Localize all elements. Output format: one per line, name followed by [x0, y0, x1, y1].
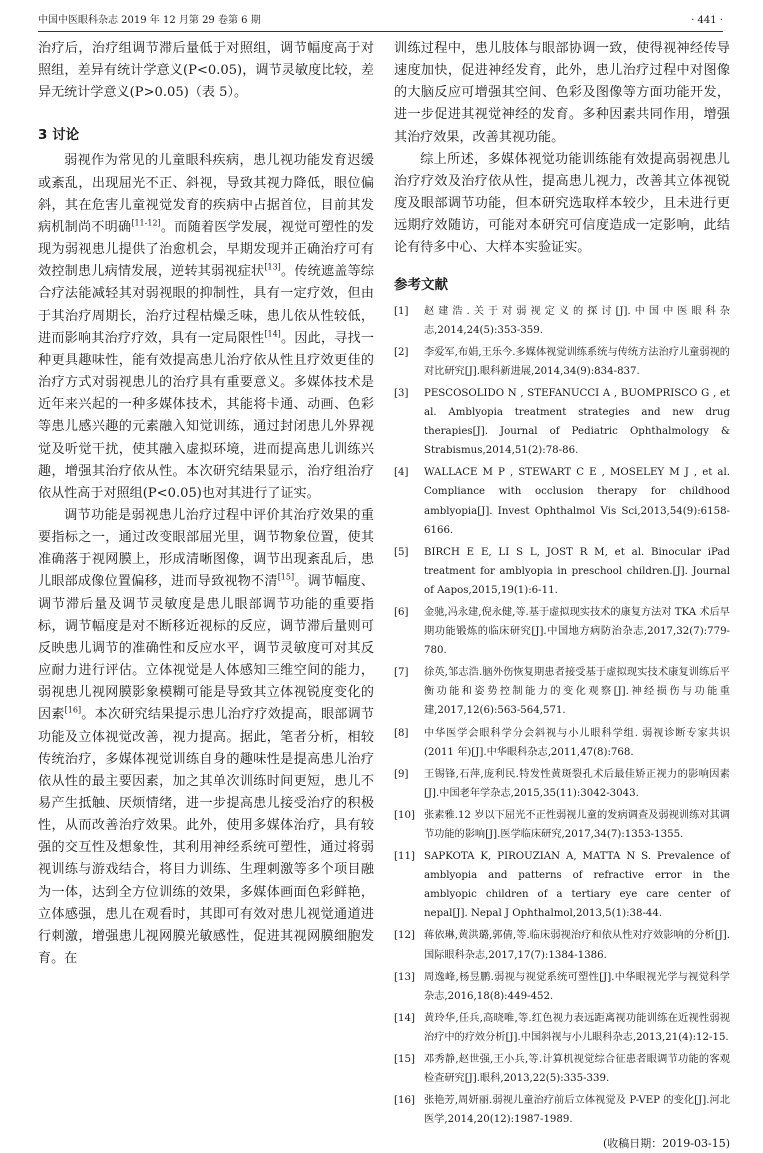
discussion-continuation: 训练过程中，患儿肢体与眼部协调一致，使得视神经传导速度加快，促进神经发育，此外，患儿治疗过程中对图像的大脑反应可增强其空间、色彩及图像等方面功能开发，进一步促进其视觉神经的发育。多种因素共同作用，增强其治疗效果，改善其视功能。 [394, 41, 730, 145]
reference-text: 李爱军,布娟,王乐今.多媒体视觉训练系统与传统方法治疗儿童弱视的对比研究[J].眼科新进展,2014,34(9):834-837. [424, 346, 730, 377]
journal-issue-line: 中国中医眼科杂志 2019 年 12 月第 29 卷第 6 期 [38, 15, 261, 26]
text-run: 调节功能是弱视患儿治疗过程中评价其治疗效果的重要指标之一，通过改变眼部屈光里，调节物象位置，使其准确落于视网膜上，形成清晰图像，调节出现紊乱后，患儿眼部成像位置偏移，进而导致视物不清 [38, 507, 374, 590]
reference-text: PESCOSOLIDO N , STEFANUCCI A , BUOMPRISCO G , et al. Amblyopia treatment strategies and new drug therapies[J]. Journal of Pediatric Ophthalmology & Strabismus,2014,51(2):78-86. [424, 387, 730, 457]
reference-item [394, 603, 730, 660]
citation-marker: [13] [264, 262, 281, 272]
section-heading-discussion: 3 讨论 [38, 127, 80, 144]
reference-item [394, 724, 730, 762]
right-column [394, 38, 730, 1153]
reference-item [394, 1091, 730, 1129]
reference-item [394, 543, 730, 600]
reference-text: 张素雅.12 岁以下屈光不正性弱视儿童的发病调查及弱视训练对其调节功能的影响[J].医学临床研究,2017,34(7):1353-1355. [424, 809, 730, 840]
running-header [38, 12, 723, 30]
page-number: · 441 · [691, 15, 723, 26]
text-run: 。调节幅度、调节滞后量及调节灵敏度是患儿眼部调节功能的重要指标，调节幅度是对不断移近视标的反应，调节滞后量则可反映患儿调节的准确性和反应水平，调节灵敏度可对其反应耐力进行评估。立体视觉是人体感知三维空间的能力，弱视患儿视网膜影象模糊可能是导致其立体视锐度变化的因素 [38, 574, 375, 723]
reference-item [394, 1009, 730, 1047]
reference-item [394, 384, 730, 460]
citation-marker: [16] [64, 706, 82, 716]
reference-text: 蒋依琳,黄洪璐,郭倩,等.临床弱视治疗和依从性对疗效影响的分析[J].国际眼科杂志,2017,17(7):1384-1386. [424, 930, 730, 961]
reference-item [394, 806, 730, 844]
reference-number: [5] [394, 546, 409, 558]
reference-text: 王锡锋,石萍,庞利民.特发性黄斑裂孔术后最佳矫正视力的影响因素[J].中国老年学杂志,2015,35(11):3042-3043. [424, 768, 730, 799]
reference-item [394, 1050, 730, 1088]
reference-item [394, 302, 730, 340]
reference-text: 黄玲华,任兵,高晓唯,等.红色视力表远距离视功能训练在近视性弱视治疗中的疗效分析[J].中国斜视与小儿眼科杂志,2013,21(4):12-15. [424, 1012, 730, 1043]
citation-marker: [11-12] [131, 218, 161, 228]
discussion-paragraph-1 [38, 150, 374, 505]
results-paragraph: 治疗后，治疗组调节滞后量低于对照组，调节幅度高于对照组，差异有统计学意义(P<0.05)，调节灵敏度比较，差异无统计学意义(P>0.05)（表 5）。 [38, 41, 374, 101]
conclusion-paragraph: 综上所述，多媒体视觉功能训练能有效提高弱视患儿治疗疗效及治疗依从性，提高患儿视力，改善其立体视锐度及眼部调节功能，但本研究选取样本较少，且未进行更远期疗效随访，可能对本研究可信度造成一定影响，此结论有待多中心、大样本实验证实。 [394, 151, 730, 256]
reference-number: [7] [394, 667, 409, 679]
reference-number: [2] [394, 346, 409, 358]
reference-number: [10] [394, 809, 415, 821]
reference-number: [11] [394, 851, 415, 863]
text-run: 。因此，寻找一种更具趣味性，能有效提高患儿治疗依从性且疗效更佳的治疗方式对弱视患儿的治疗具有重要意义。多媒体技术是近年来兴起的一种多媒体技术，其能将卡通、动画、色彩等患儿感兴趣的元素融入知觉训练，通过封闭患儿外界视觉及听觉干扰，使其融入虚拟环境，进而提高患儿训练兴趣，增强其治疗依从性。本次研究结果显示，治疗组治疗依从性高于对照组(P<0.05)也对其进行了证实。 [38, 330, 375, 501]
reference-number: [1] [394, 305, 409, 317]
reference-text: 张艳芳,周妍丽.弱视儿童治疗前后立体视觉及 P-VEP 的变化[J].河北医学,2014,20(12):1987-1989. [424, 1095, 730, 1126]
reference-text: 中华医学会眼科学分会斜视与小儿眼科学组. 弱视诊断专家共识(2011 年)[J].中华眼科杂志,2011,47(8):768. [424, 727, 730, 758]
reference-number: [13] [394, 971, 415, 983]
reference-item [394, 343, 730, 381]
reference-number: [12] [394, 930, 415, 942]
reference-text: BIRCH E E, LI S L, JOST R M, et al. Binocular iPad treatment for amblyopia in preschool children.[J]. Journal of Aapos,2015,19(1):6-11. [424, 546, 730, 596]
reference-text: 赵建浩.关于对弱视定义的探讨[J].中国中医眼科杂志,2014,24(5):353-359. [424, 305, 730, 336]
reference-text: 邓秀静,赵世强,王小兵,等.计算机视觉综合征患者眼调节功能的客观检查研究[J].眼科,2013,22(5):335-339. [424, 1054, 730, 1085]
reference-number: [9] [394, 768, 409, 780]
citation-marker: [14] [264, 329, 281, 339]
text-run: 。而随着医学发展，视觉可塑性的发现为弱视患儿提供了治愈机会，早期发现并正确治疗可有效控制患儿病情发展，逆转其弱视症状 [38, 219, 375, 280]
reference-number: [3] [394, 387, 409, 399]
reference-number: [8] [394, 727, 409, 739]
reference-text: 金驰,冯永建,倪永健,等.基于虚拟现实技术的康复方法对 TKA 术后早期功能锻炼的临床研究[J].中国地方病防治杂志,2017,32(7):779-780. [424, 606, 730, 657]
reference-item [394, 968, 730, 1006]
reference-list [394, 302, 730, 1130]
text-run: 。本次研究结果提示患儿治疗疗效提高，眼部调节功能及立体视觉改善，视力提高。据此，笔者分析，相较传统治疗，多媒体视觉训练自身的趣味性是提高患儿治疗依从性的最主要因素，加之其单次训练时间更短，患儿不易产生抵触、厌烦情绪，进一步提高患儿接受治疗的积极性，从而改善治疗效果。此外，使用多媒体治疗，具有较强的交互性及想象性，其利用神经系统可塑性，通过将弱视训练与游戏结合，将目力训练、生理刺激等多个项目融为一体，达到全方位训练的效果，多媒体画面色彩鲜艳，立体感强，患儿在观看时，其即可有效对患儿视觉通道进行刺激，增强患儿视网膜光敏感性，促进其视网膜细胞发育。在 [38, 707, 375, 967]
left-column [38, 38, 374, 970]
reference-item [394, 926, 730, 964]
references-heading: 参考文献 [394, 276, 448, 293]
reference-text: SAPKOTA K, PIROUZIAN A, MATTA N S. Prevalence of amblyopia and patterns of refractive error in the amblyopic children of a tertiary eye care center of nepal[J]. Nepal J Ophthalmol,2013,5(1):38-44. [424, 851, 730, 920]
reference-number: [16] [394, 1095, 415, 1107]
reference-text: WALLACE M P , STEWART C E , MOSELEY M J , et al. Compliance with occlusion therapy for childhood amblyopia[J]. Invest Ophthalmol Vis Sci,2013,54(9):6158-6166. [424, 467, 730, 536]
discussion-paragraph-2 [38, 505, 374, 970]
reference-item [394, 765, 730, 803]
reference-number: [14] [394, 1012, 415, 1024]
reference-text: 徐英,邹志浩.脑外伤恢复期患者接受基于虚拟现实技术康复训练后平衡功能和姿势控制能力的变化观察[J].神经损伤与功能重建,2017,12(6):563-564,571. [424, 667, 730, 717]
header-rule [38, 31, 723, 32]
citation-marker: [15] [277, 573, 295, 583]
reference-text: 周逸峰,杨昱鹏.弱视与视觉系统可塑性[J].中华眼视光学与视觉科学杂志,2016,18(8):449-452. [424, 971, 730, 1002]
text-run: 。传统遮盖等综合疗法能减轻其对弱视眼的抑制性，具有一定疗效，但由于其治疗周期长，治疗过程枯燥乏味，患儿依从性较低，进而影响其治疗疗效，具有一定局限性 [38, 264, 375, 346]
reference-number: [4] [394, 467, 409, 479]
reference-item [394, 847, 730, 923]
text-run: 弱视作为常见的儿童眼科疾病，患儿视功能发育迟缓或紊乱，出现屈光不正、斜视，导致其视力降低，眼位偏斜，其在危害儿童视觉发育的疾病中占据首位，目前其发病机制尚不明确 [38, 153, 374, 235]
reference-item [394, 463, 730, 539]
reference-item [394, 663, 730, 720]
received-date: (收稿日期：2019-03-15) [602, 1137, 730, 1151]
reference-number: [6] [394, 606, 409, 618]
reference-number: [15] [394, 1054, 415, 1066]
